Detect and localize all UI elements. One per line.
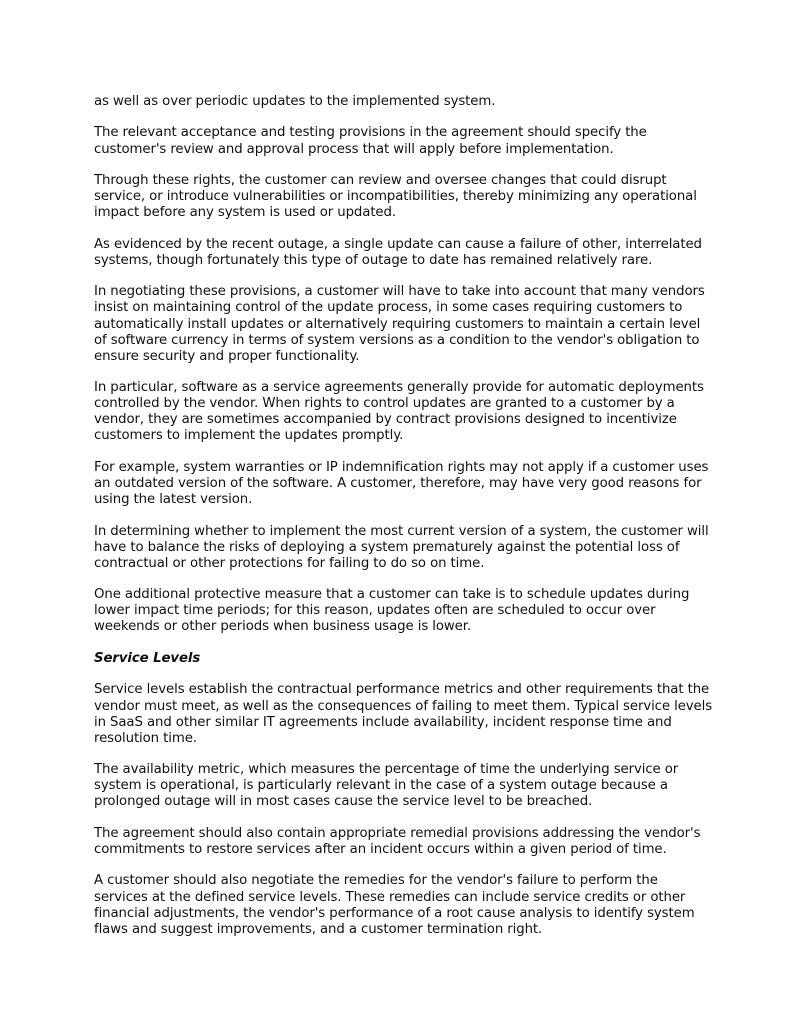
paragraph: As evidenced by the recent outage, a single update can cause a failure of other, interrelated systems, though fortunately this type of outage to date has remained relatively rare. xyxy=(94,236,702,268)
paragraph: In negotiating these provisions, a customer will have to take into account that many vendors insist on maintaining control of the update process, in some cases requiring customers to automatically install updates or alternatively requiring customers to maintain a certain level of software currency in terms of system versions as a condition to the vendor's obligation to ensure security and proper functionality. xyxy=(94,284,705,364)
paragraph: as well as over periodic updates to the implemented system. xyxy=(94,94,496,109)
paragraph: Through these rights, the customer can review and oversee changes that could disrupt service, or introduce vulnerabilities or incompatibilities, thereby minimizing any operational impact before any system is used or updated. xyxy=(94,173,697,221)
paragraph: For example, system warranties or IP indemnification rights may not apply if a customer uses an outdated version of the software. A customer, therefore, may have very good reasons for using the latest version. xyxy=(94,459,709,508)
paragraph: A customer should also negotiate the remedies for the vendor's failure to perform the services at the defined service levels. These remedies can include service credits or other financial adjustments, the vendor's performance of a root cause analysis to identify system flaws and suggest improvements, and a customer termination right. xyxy=(94,873,695,937)
document-page xyxy=(94,94,714,953)
paragraph: One additional protective measure that a customer can take is to schedule updates during lower impact time periods; for this reason, updates often are scheduled to occur over weekends or other periods when business usage is lower. xyxy=(94,587,690,635)
paragraph: The availability metric, which measures the percentage of time the underlying service or system is operational, is particularly relevant in the case of a system outage because a prolonged outage will in most cases cause the service level to be breached. xyxy=(94,762,679,810)
paragraph: The relevant acceptance and testing provisions in the agreement should specify the customer's review and approval process that will apply before implementation. xyxy=(94,125,647,157)
paragraph: In particular, software as a service agreements generally provide for automatic deployments controlled by the vendor. When rights to control updates are granted to a customer by a vendor, they are sometimes accompanied by contract provisions designed to incentivize customers to implement the updates promptly. xyxy=(94,380,704,444)
section-heading: Service Levels xyxy=(94,650,201,666)
paragraph: Service levels establish the contractual performance metrics and other requirements that the vendor must meet, as well as the consequences of failing to meet them. Typical service levels in SaaS and other similar IT agreements include availability, incident response time and resolution time. xyxy=(94,682,713,746)
paragraph: The agreement should also contain appropriate remedial provisions addressing the vendor's commitments to restore services after an incident occurs within a given period of time. xyxy=(94,825,701,857)
paragraph: In determining whether to implement the most current version of a system, the customer will have to balance the risks of deploying a system prematurely against the potential loss of contractual or other protections for failing to do so on time. xyxy=(94,523,709,571)
